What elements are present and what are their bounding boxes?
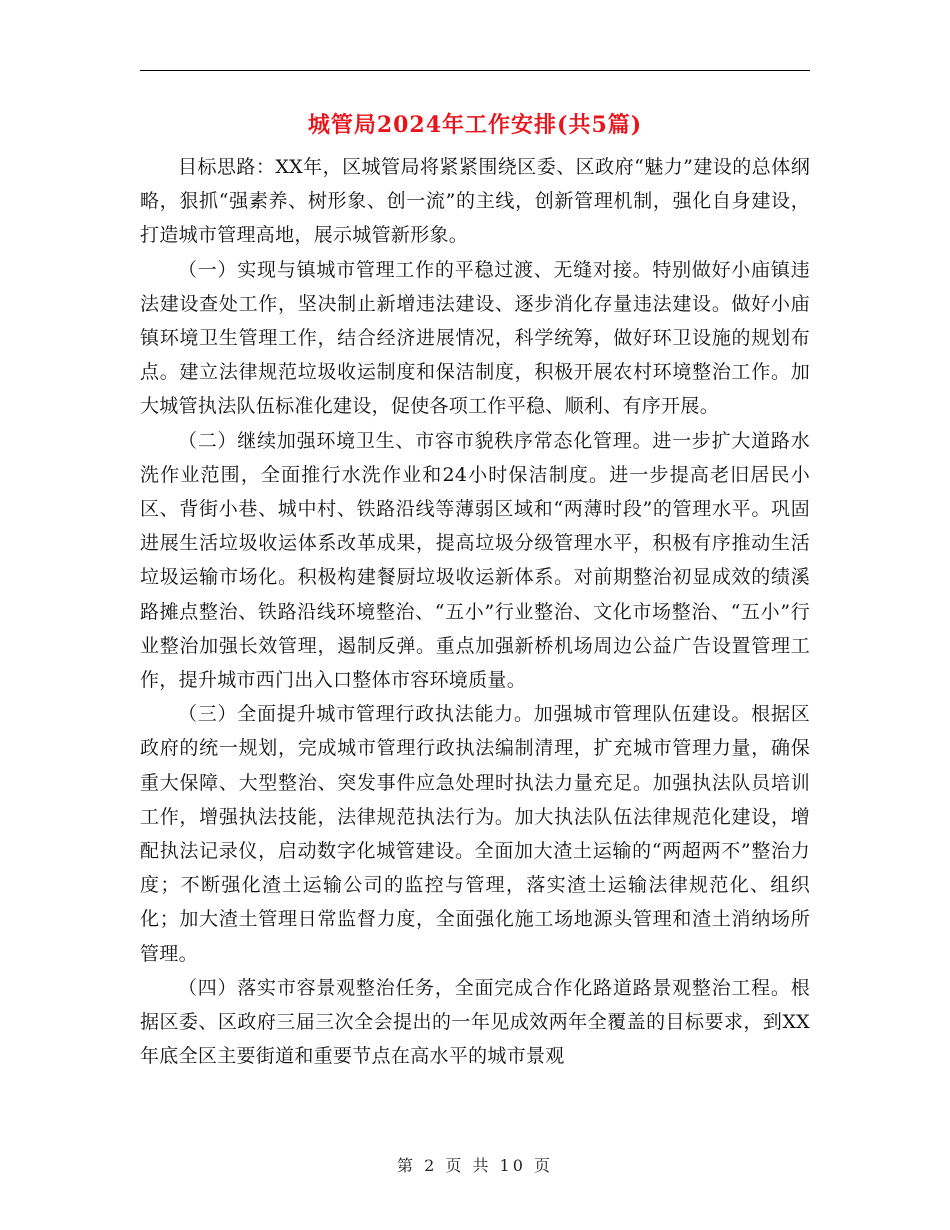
paragraph-1: （一）实现与镇城市管理工作的平稳过渡、无缝对接。特别做好小庙镇违法建设查处工作，坚决制止新增违法建设、逐步消化存量违法建设。做好小庙镇环境卫生管理工作，结合经济进展情况，科学统筹，做好环卫设施的规划布点。建立法律规范垃圾收运制度和保洁制度，积极开展农村环境整治工作。加大城管执法队伍标准化建设，促使各项工作平稳、顺利、有序开展。 [140, 258, 810, 418]
page-footer: 第 2 页 共 10 页 [397, 1156, 553, 1175]
paragraph-2: （二）继续加强环境卫生、市容市貌秩序常态化管理。进一步扩大道路水洗作业范围，全面推行水洗作业和24小时保洁制度。进一步提高老旧居民小区、背街小巷、城中村、铁路沿线等薄弱区域和“两薄时段”的管理水平。巩固进展生活垃圾收运体系改革成果，提高垃圾分级管理水平，积极有序推动生活垃圾运输市场化。积极构建餐厨垃圾收运新体系。对前期整治初显成效的绩溪路摊点整治、铁路沿线环境整治、“五小”行业整治、文化市场整治、“五小”行业整治加强长效管理，遏制反弹。重点加强新桥机场周边公益广告设置管理工作，提升城市西门出入口整体市容环境质量。 [140, 429, 810, 692]
header-rule [140, 70, 810, 71]
document-title: 城管局2024年工作安排(共5篇) [307, 112, 643, 138]
paragraph-4: （四）落实市容景观整治任务，全面完成合作化路道路景观整治工程。根据区委、区政府三届三次全会提出的一年见成效两年全覆盖的目标要求，到XX年底全区主要街道和重要节点在高水平的城市景观 [140, 976, 810, 1068]
paragraph-3: （三）全面提升城市管理行政执法能力。加强城市管理队伍建设。根据区政府的统一规划，完成城市管理行政执法编制清理，扩充城市管理力量，确保重大保障、大型整治、突发事件应急处理时执法力量充足。加强执法队员培训工作，增强执法技能，法律规范执法行为。加大执法队伍法律规范化建设，增配执法记录仪，启动数字化城管建设。全面加大渣土运输的“两超两不”整治力度；不断强化渣土运输公司的监控与管理，落实渣土运输法律规范化、组织化；加大渣土管理日常监督力度，全面强化施工场地源头管理和渣土消纳场所管理。 [140, 703, 810, 965]
document-body [140, 150, 810, 1073]
paragraph-intro: 目标思路：XX年，区城管局将紧紧围绕区委、区政府“魅力”建设的总体纲略，狠抓“强素养、树形象、创一流”的主线，创新管理机制，强化自身建设，打造城市管理高地，展示城管新形象。 [140, 156, 810, 247]
